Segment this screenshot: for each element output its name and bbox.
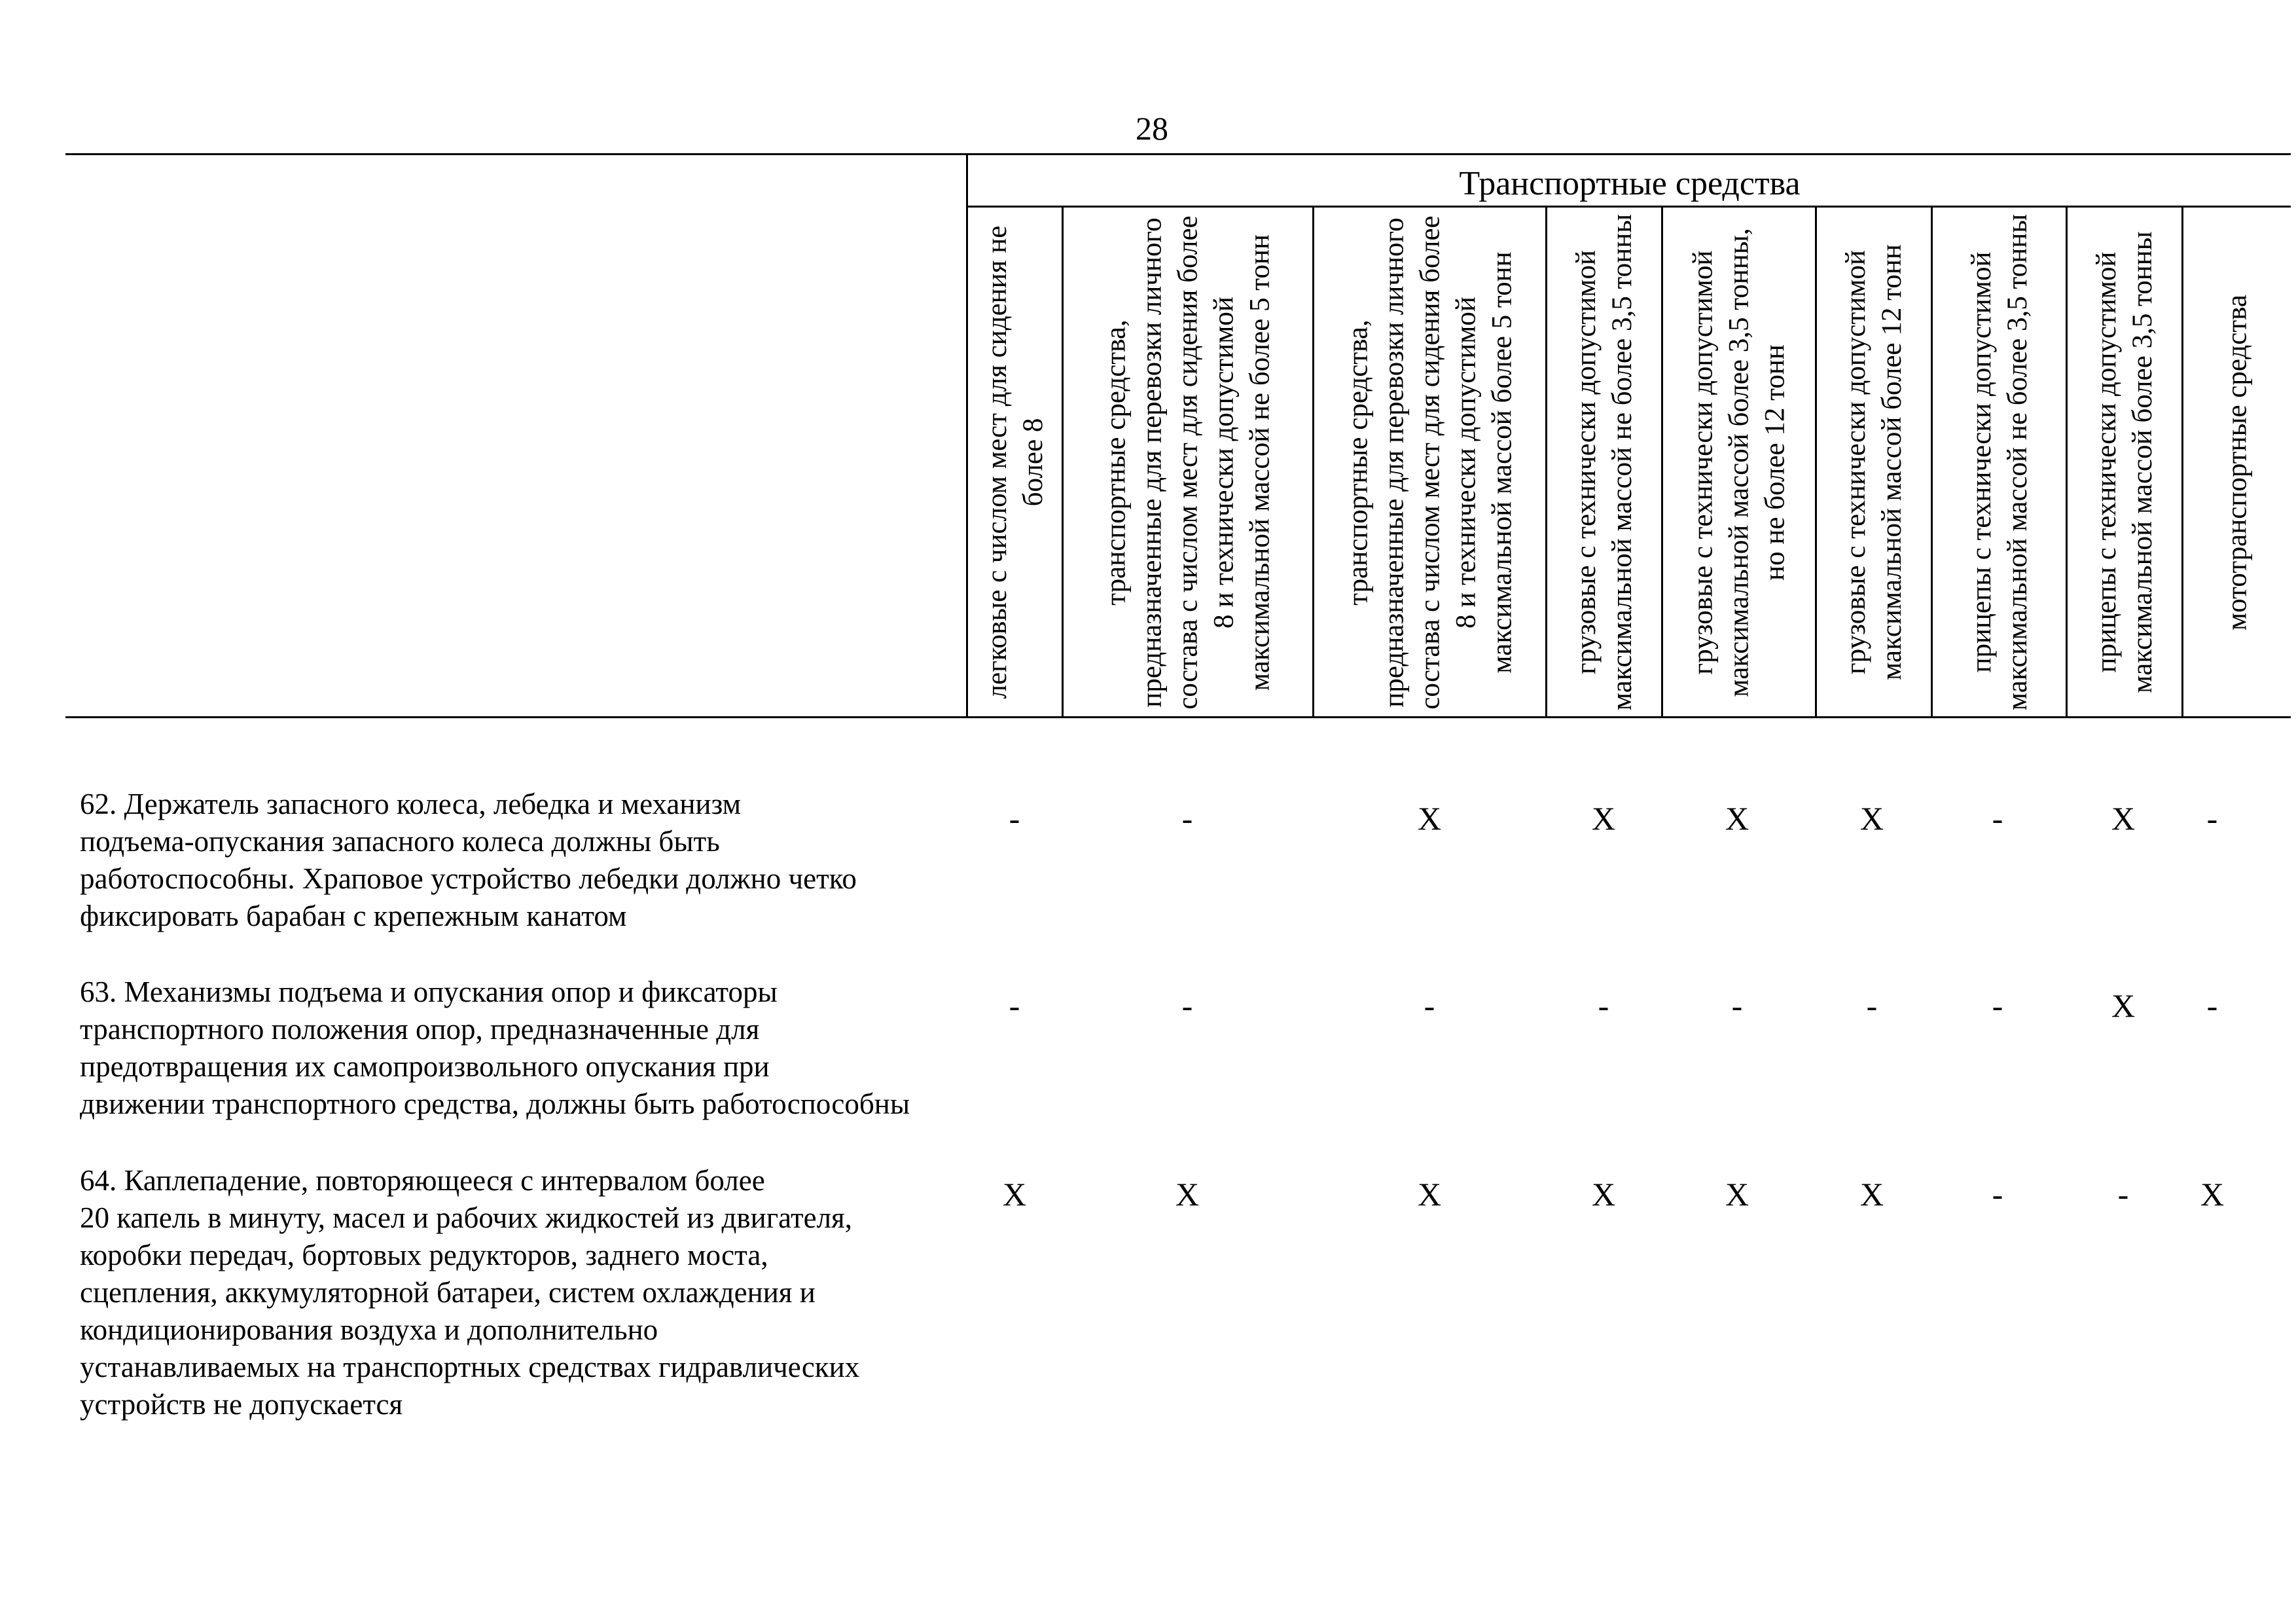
applicability-mark: - (2206, 800, 2218, 837)
text-line: 20 капель в минуту, масел и рабочих жидкостей из двигателя, (80, 1201, 852, 1234)
column-header-label: легковые с числом мест для сидения не более 8 (981, 225, 1049, 699)
column-header-label: транспортные средства, предназначенные для перевозки личного состава с числом мест для сидения более 8 и технически допустимой максимальной массой не более 5 тонн (1100, 215, 1276, 710)
applicability-mark: X (1591, 800, 1616, 837)
column-header (2068, 208, 2181, 716)
text-line: работоспособны. Храповое устройство лебедки должно четко (80, 862, 857, 895)
text-line: движении транспортного средства, должны быть работоспособны (80, 1087, 910, 1120)
applicability-mark: - (1866, 987, 1878, 1024)
applicability-mark: X (1725, 1176, 1749, 1213)
applicability-mark: - (1181, 987, 1193, 1024)
applicability-mark: - (2206, 987, 2218, 1024)
text-line: 63. Механизмы подъема и опускания опор и фиксаторы (80, 976, 778, 1008)
applicability-mark: - (1992, 987, 2003, 1024)
applicability-mark: - (1992, 1176, 2003, 1213)
applicability-mark: - (1009, 987, 1020, 1024)
column-header-label: мототранспортные средства (2221, 294, 2253, 630)
text-line: 64. Каплепадение, повторяющееся с интервалом более (80, 1164, 765, 1197)
applicability-mark: - (1009, 800, 1020, 837)
applicability-mark: - (1731, 987, 1743, 1024)
text-line: сцепления, аккумуляторной батареи, систем охлаждения и (80, 1276, 816, 1309)
column-header (1933, 208, 2066, 716)
column-header (2183, 208, 2291, 716)
column-header-label: грузовые с технически допустимой максимальной массой не более 3,5 тонны (1571, 213, 1638, 711)
column-header (1314, 208, 1545, 716)
text-line: кондиционирования воздуха и дополнительно (80, 1313, 658, 1346)
column-header-label: грузовые с технически допустимой максимальной массой более 12 тонн (1840, 244, 1907, 680)
column-header (1064, 208, 1312, 716)
requirement-62-text (80, 786, 963, 935)
column-header-label: прицепы с технически допустимой максимальной массой не более 3,5 тонны (1965, 213, 2033, 711)
applicability-mark: - (1181, 800, 1193, 837)
applicability-mark: - (1992, 800, 2003, 837)
table-top-border (65, 153, 2291, 155)
text-line: устанавливаемых на транспортных средствах гидравлических (80, 1351, 860, 1383)
applicability-mark: X (1002, 1176, 1027, 1213)
group-title-underline (966, 206, 2291, 208)
applicability-mark: X (2200, 1176, 2225, 1213)
text-line: коробки передач, бортовых редукторов, заднего моста, (80, 1239, 768, 1271)
text-line: фиксировать барабан с крепежным канатом (80, 900, 627, 932)
applicability-mark: X (1591, 1176, 1616, 1213)
applicability-mark: X (1859, 800, 1884, 837)
applicability-mark: X (1417, 800, 1442, 837)
text-line: предотвращения их самопроизвольного опускания при (80, 1050, 770, 1083)
header-bottom-border (65, 716, 2291, 718)
applicability-mark: - (2117, 1176, 2129, 1213)
applicability-mark: X (1725, 800, 1749, 837)
column-header-label: транспортные средства, предназначенные для перевозки личного состава с числом мест для сидения более 8 и технически допустимой максимальной массой более 5 тонн (1342, 215, 1517, 710)
applicability-mark: - (1424, 987, 1435, 1024)
requirement-63-text (80, 974, 963, 1123)
applicability-mark: X (1175, 1176, 1200, 1213)
column-header (1817, 208, 1931, 716)
text-line: устройств не допускается (80, 1388, 403, 1421)
applicability-mark: X (2111, 800, 2136, 837)
text-line: 62. Держатель запасного колеса, лебедка и механизм (80, 788, 742, 820)
column-header (1547, 208, 1661, 716)
requirement-64-text (80, 1162, 963, 1423)
column-header (968, 208, 1062, 716)
applicability-mark: - (1598, 987, 1609, 1024)
text-line: подъема-опускания запасного колеса должны быть (80, 825, 720, 858)
column-header-label: прицепы с технически допустимой максимальной массой более 3,5 тонны (2091, 231, 2158, 693)
column-header (1663, 208, 1815, 716)
applicability-mark: X (1859, 1176, 1884, 1213)
applicability-mark: X (2111, 987, 2136, 1024)
applicability-mark: X (1417, 1176, 1442, 1213)
column-header-label: грузовые с технически допустимой максимальной массой более 3,5 тонны, но не более 12 тонн (1687, 227, 1791, 697)
page-number: 28 (1136, 110, 1168, 147)
group-title: Транспортные средства (1459, 165, 1801, 202)
text-line: транспортного положения опор, предназначенные для (80, 1013, 760, 1046)
